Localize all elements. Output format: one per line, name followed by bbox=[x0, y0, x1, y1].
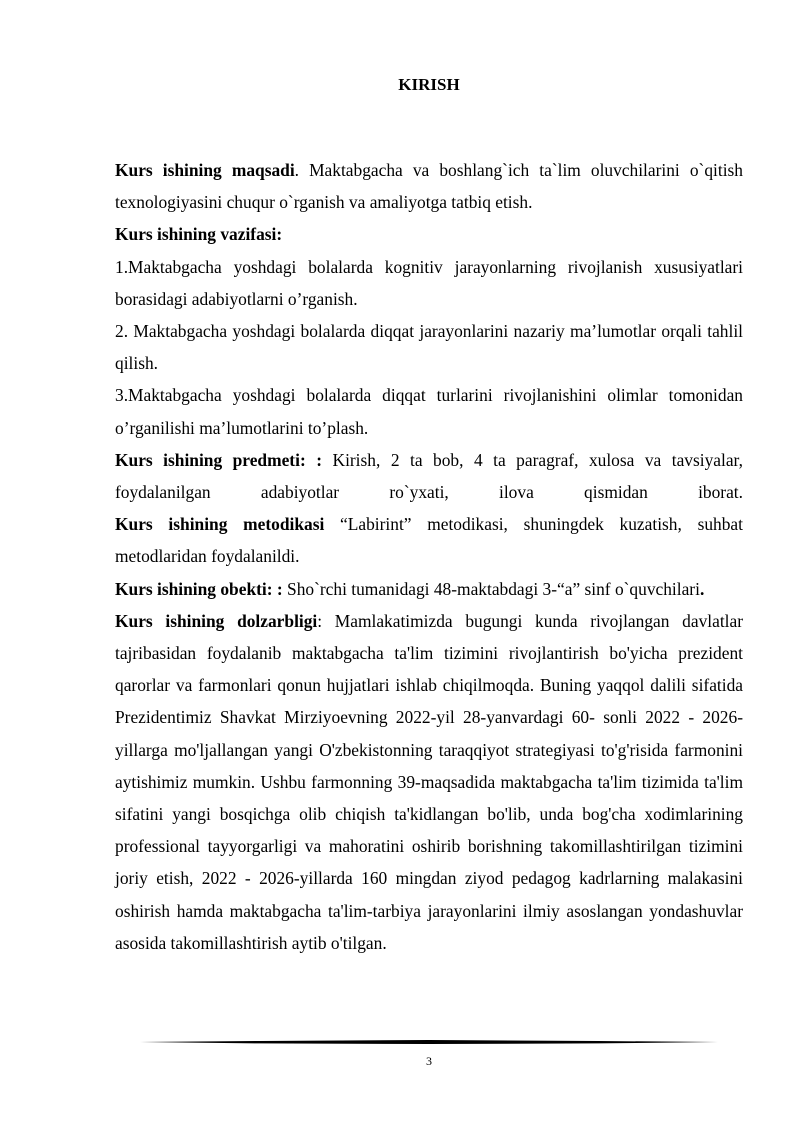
dolzarb-label: Kurs ishining dolzarbligi bbox=[115, 610, 318, 631]
paragraph-dolzarb bbox=[115, 605, 743, 959]
maqsad-label: Kurs ishining maqsadi bbox=[115, 160, 295, 180]
predmet-label: Kurs ishining predmeti bbox=[115, 449, 300, 470]
page-title: KIRISH bbox=[398, 75, 460, 94]
predmet-text: Kirish, 2 ta bob, 4 ta paragraf, xulosa va tavsiyalar, foydalanilgan adabiyotlar ro`yxati, ilova qismidan iborat. bbox=[115, 449, 743, 503]
paragraph-maqsad bbox=[115, 154, 743, 218]
footer-divider bbox=[140, 1040, 718, 1044]
obekt-text: Sho`rchi tumanidagi 48-maktabdagi 3-“a” sinf o`quvchilari bbox=[282, 578, 700, 599]
vazifa-item: 3.Maktabgacha yoshdagi bolalarda diqqat turlarini rivojlanishini olimlar tomonidan o’rganilishi ma’lumotlarini to’plash. bbox=[115, 385, 743, 438]
maqsad-text: . Maktabgacha va boshlang`ich ta`lim oluvchilarini o`qitish texnologiyasini chuqur o`rganish va amaliyotga tatbiq etish. bbox=[115, 160, 743, 213]
metodika-label: Kurs ishining metodikasi bbox=[115, 514, 325, 535]
vazifa-label: Kurs ishining vazifasi: bbox=[115, 224, 283, 245]
vazifa-item: 1.Maktabgacha yoshdagi bolalarda kognitiv jarayonlarning rivojlanish xususiyatlari borasidagi adabiyotlarni o’rganish. bbox=[115, 256, 743, 309]
page-number: 3 bbox=[426, 1054, 432, 1068]
paragraph-metodika bbox=[115, 508, 743, 572]
metodika-text: “Labirint” metodikasi, shuningdek kuzatish, suhbat metodlaridan foydalanildi. bbox=[115, 514, 743, 567]
document-body bbox=[115, 154, 743, 959]
obekt-end: . bbox=[699, 578, 705, 599]
paragraph-predmet bbox=[115, 444, 743, 508]
vazifa-heading bbox=[115, 218, 743, 250]
paragraph-obekt bbox=[115, 573, 743, 605]
obekt-label: Kurs ishining obekti bbox=[115, 578, 267, 599]
predmet-colon: : : bbox=[299, 449, 323, 470]
dolzarb-text: : Mamlakatimizda bugungi kunda rivojlangan davlatlar tajribasidan foydalanib maktabgacha ta'lim tizimini rivojlantirish bo'yicha prezident qarorlar va farmonlari qonun hujjatlari ishlab chiqilmoqda. Buning yaqqol dalili sifatida Prezidentimiz Shavkat Mirziyoevning 2022-yil 28-yanvardagi 60- sonli 2022 - 2026-yillarga mo'ljallangan yangi O'zbekistonning taraqqiyot strategiyasi to'g'risida farmonini aytishimiz mumkin. Ushbu farmonning 39-maqsadida maktabgacha ta'lim tizimida ta'lim sifatini yangi bosqichga olib chiqish ta'kidlangan bo'lib, unda bog'cha xodimlarining professional tayyorgarligi va mahoratini oshirib borishning takomillashtirilgan tizimini joriy etish, 2022 - 2026-yillarda 160 mingdan ziyod pedagog kadrlarning malakasini oshirish hamda maktabgacha ta'lim-tarbiya jarayonlarini ilmiy asoslangan yondashuvlar asosida takomillashtirish aytib o'tilgan. bbox=[115, 610, 743, 953]
vazifa-item: 2. Maktabgacha yoshdagi bolalarda diqqat jarayonlarini nazariy ma’lumotlar orqali tahlil qilish. bbox=[115, 321, 743, 374]
obekt-colon: : : bbox=[266, 578, 283, 599]
